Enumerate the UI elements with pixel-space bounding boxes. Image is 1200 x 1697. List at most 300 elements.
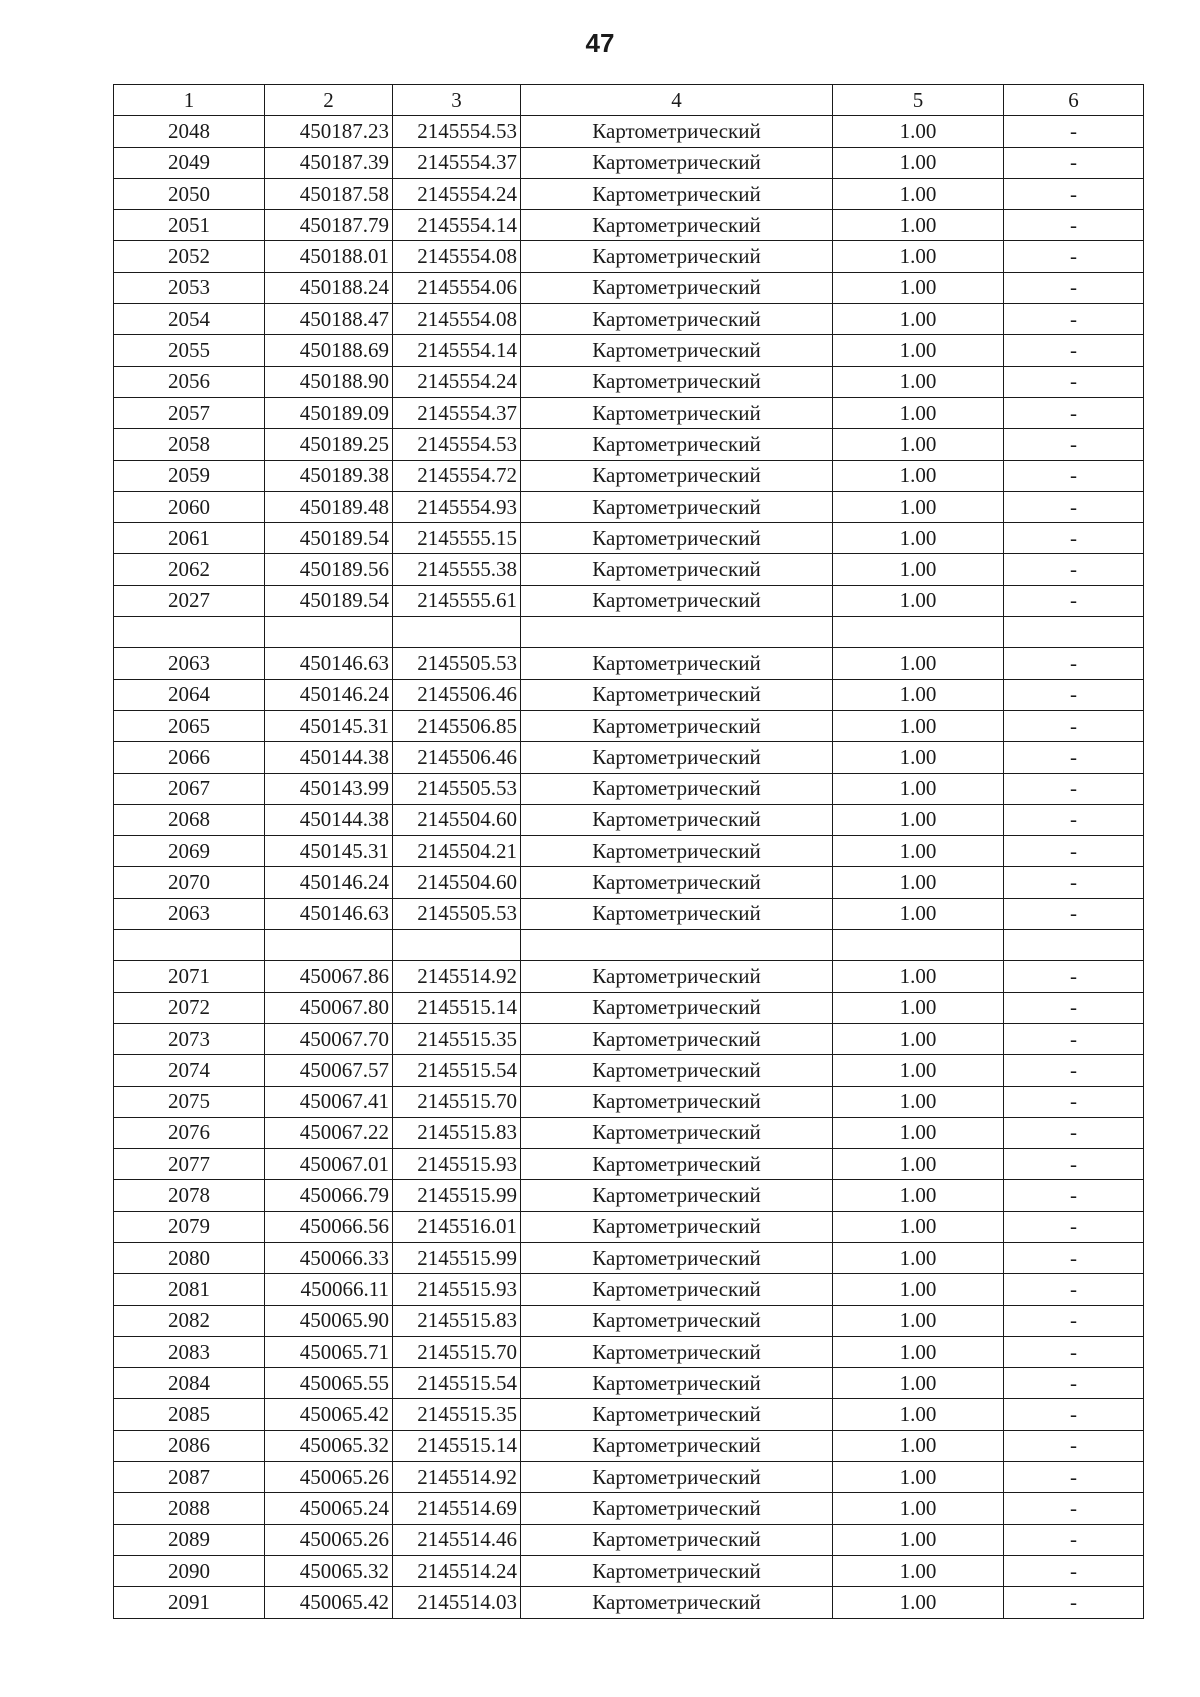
table-row — [114, 1368, 1144, 1399]
table-row — [114, 116, 1144, 147]
table-row — [114, 992, 1144, 1023]
point-number-cell: 2082 — [114, 1305, 265, 1336]
method-cell: Картометрический — [521, 523, 833, 554]
table-row — [114, 241, 1144, 272]
point-number-cell: 2059 — [114, 460, 265, 491]
method-cell — [521, 617, 833, 648]
accuracy-cell: 1.00 — [833, 1368, 1004, 1399]
accuracy-cell: 1.00 — [833, 335, 1004, 366]
y-coordinate-cell: 2145514.92 — [393, 1462, 521, 1493]
table-row — [114, 1493, 1144, 1524]
method-cell: Картометрический — [521, 491, 833, 522]
y-coordinate-cell: 2145516.01 — [393, 1211, 521, 1242]
note-cell: - — [1004, 397, 1144, 428]
x-coordinate-cell: 450146.63 — [265, 648, 393, 679]
method-cell: Картометрический — [521, 1055, 833, 1086]
method-cell: Картометрический — [521, 304, 833, 335]
accuracy-cell: 1.00 — [833, 460, 1004, 491]
method-cell: Картометрический — [521, 1274, 833, 1305]
point-number-cell: 2060 — [114, 491, 265, 522]
note-cell: - — [1004, 867, 1144, 898]
accuracy-cell: 1.00 — [833, 1023, 1004, 1054]
note-cell: - — [1004, 1368, 1144, 1399]
y-coordinate-cell: 2145554.14 — [393, 210, 521, 241]
point-number-cell: 2049 — [114, 147, 265, 178]
table-row — [114, 335, 1144, 366]
method-cell: Картометрический — [521, 1023, 833, 1054]
note-cell: - — [1004, 992, 1144, 1023]
accuracy-cell: 1.00 — [833, 1587, 1004, 1618]
x-coordinate-cell: 450144.38 — [265, 742, 393, 773]
accuracy-cell: 1.00 — [833, 1242, 1004, 1273]
x-coordinate-cell: 450187.39 — [265, 147, 393, 178]
table-row — [114, 585, 1144, 616]
x-coordinate-cell: 450188.69 — [265, 335, 393, 366]
method-cell: Картометрический — [521, 460, 833, 491]
accuracy-cell: 1.00 — [833, 429, 1004, 460]
table-row — [114, 147, 1144, 178]
point-number-cell: 2056 — [114, 366, 265, 397]
point-number-cell: 2068 — [114, 804, 265, 835]
point-number-cell: 2071 — [114, 961, 265, 992]
accuracy-cell: 1.00 — [833, 1399, 1004, 1430]
y-coordinate-cell: 2145554.37 — [393, 147, 521, 178]
method-cell: Картометрический — [521, 1430, 833, 1461]
accuracy-cell: 1.00 — [833, 961, 1004, 992]
note-cell: - — [1004, 1336, 1144, 1367]
y-coordinate-cell: 2145504.21 — [393, 836, 521, 867]
accuracy-cell: 1.00 — [833, 210, 1004, 241]
y-coordinate-cell: 2145515.93 — [393, 1274, 521, 1305]
table-row — [114, 930, 1144, 961]
y-coordinate-cell: 2145504.60 — [393, 804, 521, 835]
accuracy-cell: 1.00 — [833, 867, 1004, 898]
note-cell: - — [1004, 1211, 1144, 1242]
accuracy-cell: 1.00 — [833, 710, 1004, 741]
y-coordinate-cell: 2145554.72 — [393, 460, 521, 491]
note-cell: - — [1004, 241, 1144, 272]
method-cell: Картометрический — [521, 1086, 833, 1117]
note-cell: - — [1004, 116, 1144, 147]
method-cell: Картометрический — [521, 961, 833, 992]
method-cell: Картометрический — [521, 366, 833, 397]
method-cell: Картометрический — [521, 867, 833, 898]
y-coordinate-cell: 2145514.24 — [393, 1555, 521, 1586]
table-row — [114, 679, 1144, 710]
note-cell: - — [1004, 742, 1144, 773]
method-cell: Картометрический — [521, 1493, 833, 1524]
y-coordinate-cell: 2145515.93 — [393, 1149, 521, 1180]
table-row — [114, 1086, 1144, 1117]
x-coordinate-cell: 450189.54 — [265, 523, 393, 554]
note-cell: - — [1004, 1086, 1144, 1117]
accuracy-cell: 1.00 — [833, 366, 1004, 397]
x-coordinate-cell: 450065.90 — [265, 1305, 393, 1336]
accuracy-cell: 1.00 — [833, 1274, 1004, 1305]
x-coordinate-cell: 450067.22 — [265, 1117, 393, 1148]
x-coordinate-cell: 450066.11 — [265, 1274, 393, 1305]
method-cell: Картометрический — [521, 679, 833, 710]
x-coordinate-cell: 450067.01 — [265, 1149, 393, 1180]
table-row — [114, 491, 1144, 522]
accuracy-cell: 1.00 — [833, 1305, 1004, 1336]
accuracy-cell: 1.00 — [833, 147, 1004, 178]
y-coordinate-cell: 2145514.92 — [393, 961, 521, 992]
y-coordinate-cell: 2145514.69 — [393, 1493, 521, 1524]
y-coordinate-cell: 2145554.08 — [393, 304, 521, 335]
y-coordinate-cell: 2145514.03 — [393, 1587, 521, 1618]
y-coordinate-cell: 2145554.06 — [393, 272, 521, 303]
point-number-cell: 2067 — [114, 773, 265, 804]
accuracy-cell: 1.00 — [833, 1462, 1004, 1493]
point-number-cell: 2080 — [114, 1242, 265, 1273]
point-number-cell: 2084 — [114, 1368, 265, 1399]
note-cell: - — [1004, 147, 1144, 178]
method-cell — [521, 930, 833, 961]
x-coordinate-cell: 450146.24 — [265, 679, 393, 710]
point-number-cell: 2078 — [114, 1180, 265, 1211]
accuracy-cell: 1.00 — [833, 116, 1004, 147]
table-row — [114, 523, 1144, 554]
table-row — [114, 1305, 1144, 1336]
x-coordinate-cell: 450189.09 — [265, 397, 393, 428]
method-cell: Картометрический — [521, 1242, 833, 1273]
y-coordinate-cell — [393, 617, 521, 648]
x-coordinate-cell — [265, 617, 393, 648]
method-cell: Картометрический — [521, 241, 833, 272]
y-coordinate-cell: 2145515.14 — [393, 992, 521, 1023]
method-cell: Картометрический — [521, 1524, 833, 1555]
y-coordinate-cell: 2145555.38 — [393, 554, 521, 585]
x-coordinate-cell — [265, 930, 393, 961]
table-row — [114, 1274, 1144, 1305]
accuracy-cell: 1.00 — [833, 1211, 1004, 1242]
table-row — [114, 178, 1144, 209]
table-row — [114, 1524, 1144, 1555]
x-coordinate-cell: 450065.32 — [265, 1430, 393, 1461]
header-col-4: 4 — [521, 85, 833, 116]
accuracy-cell: 1.00 — [833, 1117, 1004, 1148]
method-cell: Картометрический — [521, 116, 833, 147]
point-number-cell: 2050 — [114, 178, 265, 209]
point-number-cell: 2048 — [114, 116, 265, 147]
table-row — [114, 1555, 1144, 1586]
method-cell: Картометрический — [521, 648, 833, 679]
method-cell: Картометрический — [521, 836, 833, 867]
accuracy-cell: 1.00 — [833, 585, 1004, 616]
accuracy-cell: 1.00 — [833, 1086, 1004, 1117]
note-cell: - — [1004, 648, 1144, 679]
table-body — [114, 116, 1144, 1618]
method-cell: Картометрический — [521, 585, 833, 616]
note-cell: - — [1004, 1180, 1144, 1211]
y-coordinate-cell: 2145554.93 — [393, 491, 521, 522]
x-coordinate-cell: 450067.80 — [265, 992, 393, 1023]
accuracy-cell: 1.00 — [833, 1149, 1004, 1180]
table-row — [114, 836, 1144, 867]
accuracy-cell: 1.00 — [833, 304, 1004, 335]
coordinates-table — [113, 84, 1144, 1619]
x-coordinate-cell: 450189.56 — [265, 554, 393, 585]
table-row — [114, 397, 1144, 428]
x-coordinate-cell: 450187.23 — [265, 116, 393, 147]
note-cell: - — [1004, 1524, 1144, 1555]
table-row — [114, 1462, 1144, 1493]
y-coordinate-cell — [393, 930, 521, 961]
x-coordinate-cell: 450189.48 — [265, 491, 393, 522]
method-cell: Картометрический — [521, 1462, 833, 1493]
table-row — [114, 804, 1144, 835]
y-coordinate-cell: 2145554.53 — [393, 116, 521, 147]
note-cell: - — [1004, 1055, 1144, 1086]
point-number-cell: 2083 — [114, 1336, 265, 1367]
note-cell — [1004, 930, 1144, 961]
x-coordinate-cell: 450065.32 — [265, 1555, 393, 1586]
point-number-cell: 2069 — [114, 836, 265, 867]
y-coordinate-cell: 2145515.54 — [393, 1368, 521, 1399]
point-number-cell: 2076 — [114, 1117, 265, 1148]
x-coordinate-cell: 450065.26 — [265, 1524, 393, 1555]
x-coordinate-cell: 450189.25 — [265, 429, 393, 460]
method-cell: Картометрический — [521, 1555, 833, 1586]
point-number-cell: 2072 — [114, 992, 265, 1023]
x-coordinate-cell: 450065.26 — [265, 1462, 393, 1493]
accuracy-cell — [833, 617, 1004, 648]
table-row — [114, 1023, 1144, 1054]
table-row — [114, 1117, 1144, 1148]
table-row — [114, 1242, 1144, 1273]
table-row — [114, 1180, 1144, 1211]
accuracy-cell: 1.00 — [833, 1555, 1004, 1586]
y-coordinate-cell: 2145515.54 — [393, 1055, 521, 1086]
point-number-cell: 2064 — [114, 679, 265, 710]
point-number-cell: 2091 — [114, 1587, 265, 1618]
method-cell: Картометрический — [521, 898, 833, 929]
table-row — [114, 554, 1144, 585]
note-cell: - — [1004, 178, 1144, 209]
table-row — [114, 898, 1144, 929]
method-cell: Картометрический — [521, 1368, 833, 1399]
table-row — [114, 1336, 1144, 1367]
point-number-cell: 2075 — [114, 1086, 265, 1117]
accuracy-cell: 1.00 — [833, 1336, 1004, 1367]
method-cell: Картометрический — [521, 147, 833, 178]
table-row — [114, 773, 1144, 804]
y-coordinate-cell: 2145505.53 — [393, 898, 521, 929]
point-number-cell — [114, 617, 265, 648]
accuracy-cell: 1.00 — [833, 523, 1004, 554]
x-coordinate-cell: 450066.79 — [265, 1180, 393, 1211]
note-cell: - — [1004, 961, 1144, 992]
point-number-cell: 2061 — [114, 523, 265, 554]
accuracy-cell: 1.00 — [833, 272, 1004, 303]
note-cell: - — [1004, 804, 1144, 835]
y-coordinate-cell: 2145515.99 — [393, 1180, 521, 1211]
method-cell: Картометрический — [521, 710, 833, 741]
y-coordinate-cell: 2145515.83 — [393, 1305, 521, 1336]
point-number-cell: 2089 — [114, 1524, 265, 1555]
x-coordinate-cell: 450146.24 — [265, 867, 393, 898]
point-number-cell: 2087 — [114, 1462, 265, 1493]
x-coordinate-cell: 450189.54 — [265, 585, 393, 616]
accuracy-cell: 1.00 — [833, 1180, 1004, 1211]
accuracy-cell: 1.00 — [833, 1055, 1004, 1086]
accuracy-cell: 1.00 — [833, 992, 1004, 1023]
method-cell: Картометрический — [521, 1399, 833, 1430]
accuracy-cell: 1.00 — [833, 178, 1004, 209]
method-cell: Картометрический — [521, 1211, 833, 1242]
accuracy-cell: 1.00 — [833, 804, 1004, 835]
note-cell: - — [1004, 679, 1144, 710]
x-coordinate-cell: 450143.99 — [265, 773, 393, 804]
x-coordinate-cell: 450065.42 — [265, 1587, 393, 1618]
accuracy-cell: 1.00 — [833, 742, 1004, 773]
y-coordinate-cell: 2145554.24 — [393, 178, 521, 209]
y-coordinate-cell: 2145514.46 — [393, 1524, 521, 1555]
accuracy-cell: 1.00 — [833, 1524, 1004, 1555]
note-cell: - — [1004, 1430, 1144, 1461]
x-coordinate-cell: 450187.58 — [265, 178, 393, 209]
accuracy-cell: 1.00 — [833, 1493, 1004, 1524]
point-number-cell: 2054 — [114, 304, 265, 335]
point-number-cell: 2086 — [114, 1430, 265, 1461]
header-col-1: 1 — [114, 85, 265, 116]
y-coordinate-cell: 2145506.85 — [393, 710, 521, 741]
y-coordinate-cell: 2145505.53 — [393, 648, 521, 679]
table-row — [114, 1055, 1144, 1086]
x-coordinate-cell: 450145.31 — [265, 710, 393, 741]
x-coordinate-cell: 450065.42 — [265, 1399, 393, 1430]
point-number-cell: 2074 — [114, 1055, 265, 1086]
header-col-6: 6 — [1004, 85, 1144, 116]
note-cell: - — [1004, 1242, 1144, 1273]
table-row — [114, 1149, 1144, 1180]
note-cell: - — [1004, 1555, 1144, 1586]
method-cell: Картометрический — [521, 210, 833, 241]
y-coordinate-cell: 2145554.53 — [393, 429, 521, 460]
note-cell: - — [1004, 898, 1144, 929]
table-row — [114, 210, 1144, 241]
point-number-cell: 2079 — [114, 1211, 265, 1242]
y-coordinate-cell: 2145554.37 — [393, 397, 521, 428]
table-row — [114, 742, 1144, 773]
point-number-cell: 2063 — [114, 898, 265, 929]
accuracy-cell: 1.00 — [833, 836, 1004, 867]
note-cell: - — [1004, 491, 1144, 522]
method-cell: Картометрический — [521, 1149, 833, 1180]
point-number-cell: 2085 — [114, 1399, 265, 1430]
page-number: 47 — [585, 28, 615, 58]
method-cell: Картометрический — [521, 1336, 833, 1367]
table-row — [114, 1399, 1144, 1430]
x-coordinate-cell: 450145.31 — [265, 836, 393, 867]
y-coordinate-cell: 2145515.70 — [393, 1336, 521, 1367]
table-row — [114, 429, 1144, 460]
method-cell: Картометрический — [521, 1180, 833, 1211]
point-number-cell: 2057 — [114, 397, 265, 428]
y-coordinate-cell: 2145555.15 — [393, 523, 521, 554]
method-cell: Картометрический — [521, 1305, 833, 1336]
table-row — [114, 272, 1144, 303]
point-number-cell: 2065 — [114, 710, 265, 741]
method-cell: Картометрический — [521, 773, 833, 804]
x-coordinate-cell: 450188.24 — [265, 272, 393, 303]
method-cell: Картометрический — [521, 178, 833, 209]
note-cell: - — [1004, 1305, 1144, 1336]
y-coordinate-cell: 2145515.35 — [393, 1023, 521, 1054]
method-cell: Картометрический — [521, 272, 833, 303]
table-row — [114, 460, 1144, 491]
point-number-cell: 2081 — [114, 1274, 265, 1305]
point-number-cell: 2058 — [114, 429, 265, 460]
table-row — [114, 366, 1144, 397]
note-cell: - — [1004, 836, 1144, 867]
y-coordinate-cell: 2145515.14 — [393, 1430, 521, 1461]
note-cell: - — [1004, 585, 1144, 616]
x-coordinate-cell: 450188.90 — [265, 366, 393, 397]
method-cell: Картометрический — [521, 804, 833, 835]
y-coordinate-cell: 2145506.46 — [393, 679, 521, 710]
note-cell: - — [1004, 1023, 1144, 1054]
header-row — [114, 85, 1144, 116]
note-cell: - — [1004, 429, 1144, 460]
y-coordinate-cell: 2145506.46 — [393, 742, 521, 773]
x-coordinate-cell: 450066.33 — [265, 1242, 393, 1273]
point-number-cell: 2073 — [114, 1023, 265, 1054]
y-coordinate-cell: 2145505.53 — [393, 773, 521, 804]
method-cell: Картометрический — [521, 1587, 833, 1618]
note-cell: - — [1004, 1117, 1144, 1148]
table-row — [114, 961, 1144, 992]
point-number-cell: 2027 — [114, 585, 265, 616]
note-cell: - — [1004, 710, 1144, 741]
x-coordinate-cell: 450066.56 — [265, 1211, 393, 1242]
accuracy-cell: 1.00 — [833, 898, 1004, 929]
y-coordinate-cell: 2145555.61 — [393, 585, 521, 616]
x-coordinate-cell: 450065.71 — [265, 1336, 393, 1367]
note-cell: - — [1004, 1274, 1144, 1305]
y-coordinate-cell: 2145515.99 — [393, 1242, 521, 1273]
table-row — [114, 1587, 1144, 1618]
method-cell: Картометрический — [521, 397, 833, 428]
point-number-cell: 2088 — [114, 1493, 265, 1524]
note-cell: - — [1004, 1462, 1144, 1493]
method-cell: Картометрический — [521, 742, 833, 773]
note-cell: - — [1004, 1587, 1144, 1618]
accuracy-cell: 1.00 — [833, 1430, 1004, 1461]
y-coordinate-cell: 2145554.08 — [393, 241, 521, 272]
note-cell: - — [1004, 773, 1144, 804]
x-coordinate-cell: 450065.24 — [265, 1493, 393, 1524]
table-row — [114, 867, 1144, 898]
x-coordinate-cell: 450187.79 — [265, 210, 393, 241]
note-cell: - — [1004, 335, 1144, 366]
x-coordinate-cell: 450146.63 — [265, 898, 393, 929]
note-cell: - — [1004, 554, 1144, 585]
accuracy-cell — [833, 930, 1004, 961]
point-number-cell: 2066 — [114, 742, 265, 773]
note-cell: - — [1004, 1493, 1144, 1524]
method-cell: Картометрический — [521, 554, 833, 585]
point-number-cell: 2070 — [114, 867, 265, 898]
header-col-5: 5 — [833, 85, 1004, 116]
header-col-3: 3 — [393, 85, 521, 116]
note-cell: - — [1004, 1399, 1144, 1430]
y-coordinate-cell: 2145515.70 — [393, 1086, 521, 1117]
point-number-cell: 2051 — [114, 210, 265, 241]
accuracy-cell: 1.00 — [833, 397, 1004, 428]
y-coordinate-cell: 2145515.35 — [393, 1399, 521, 1430]
